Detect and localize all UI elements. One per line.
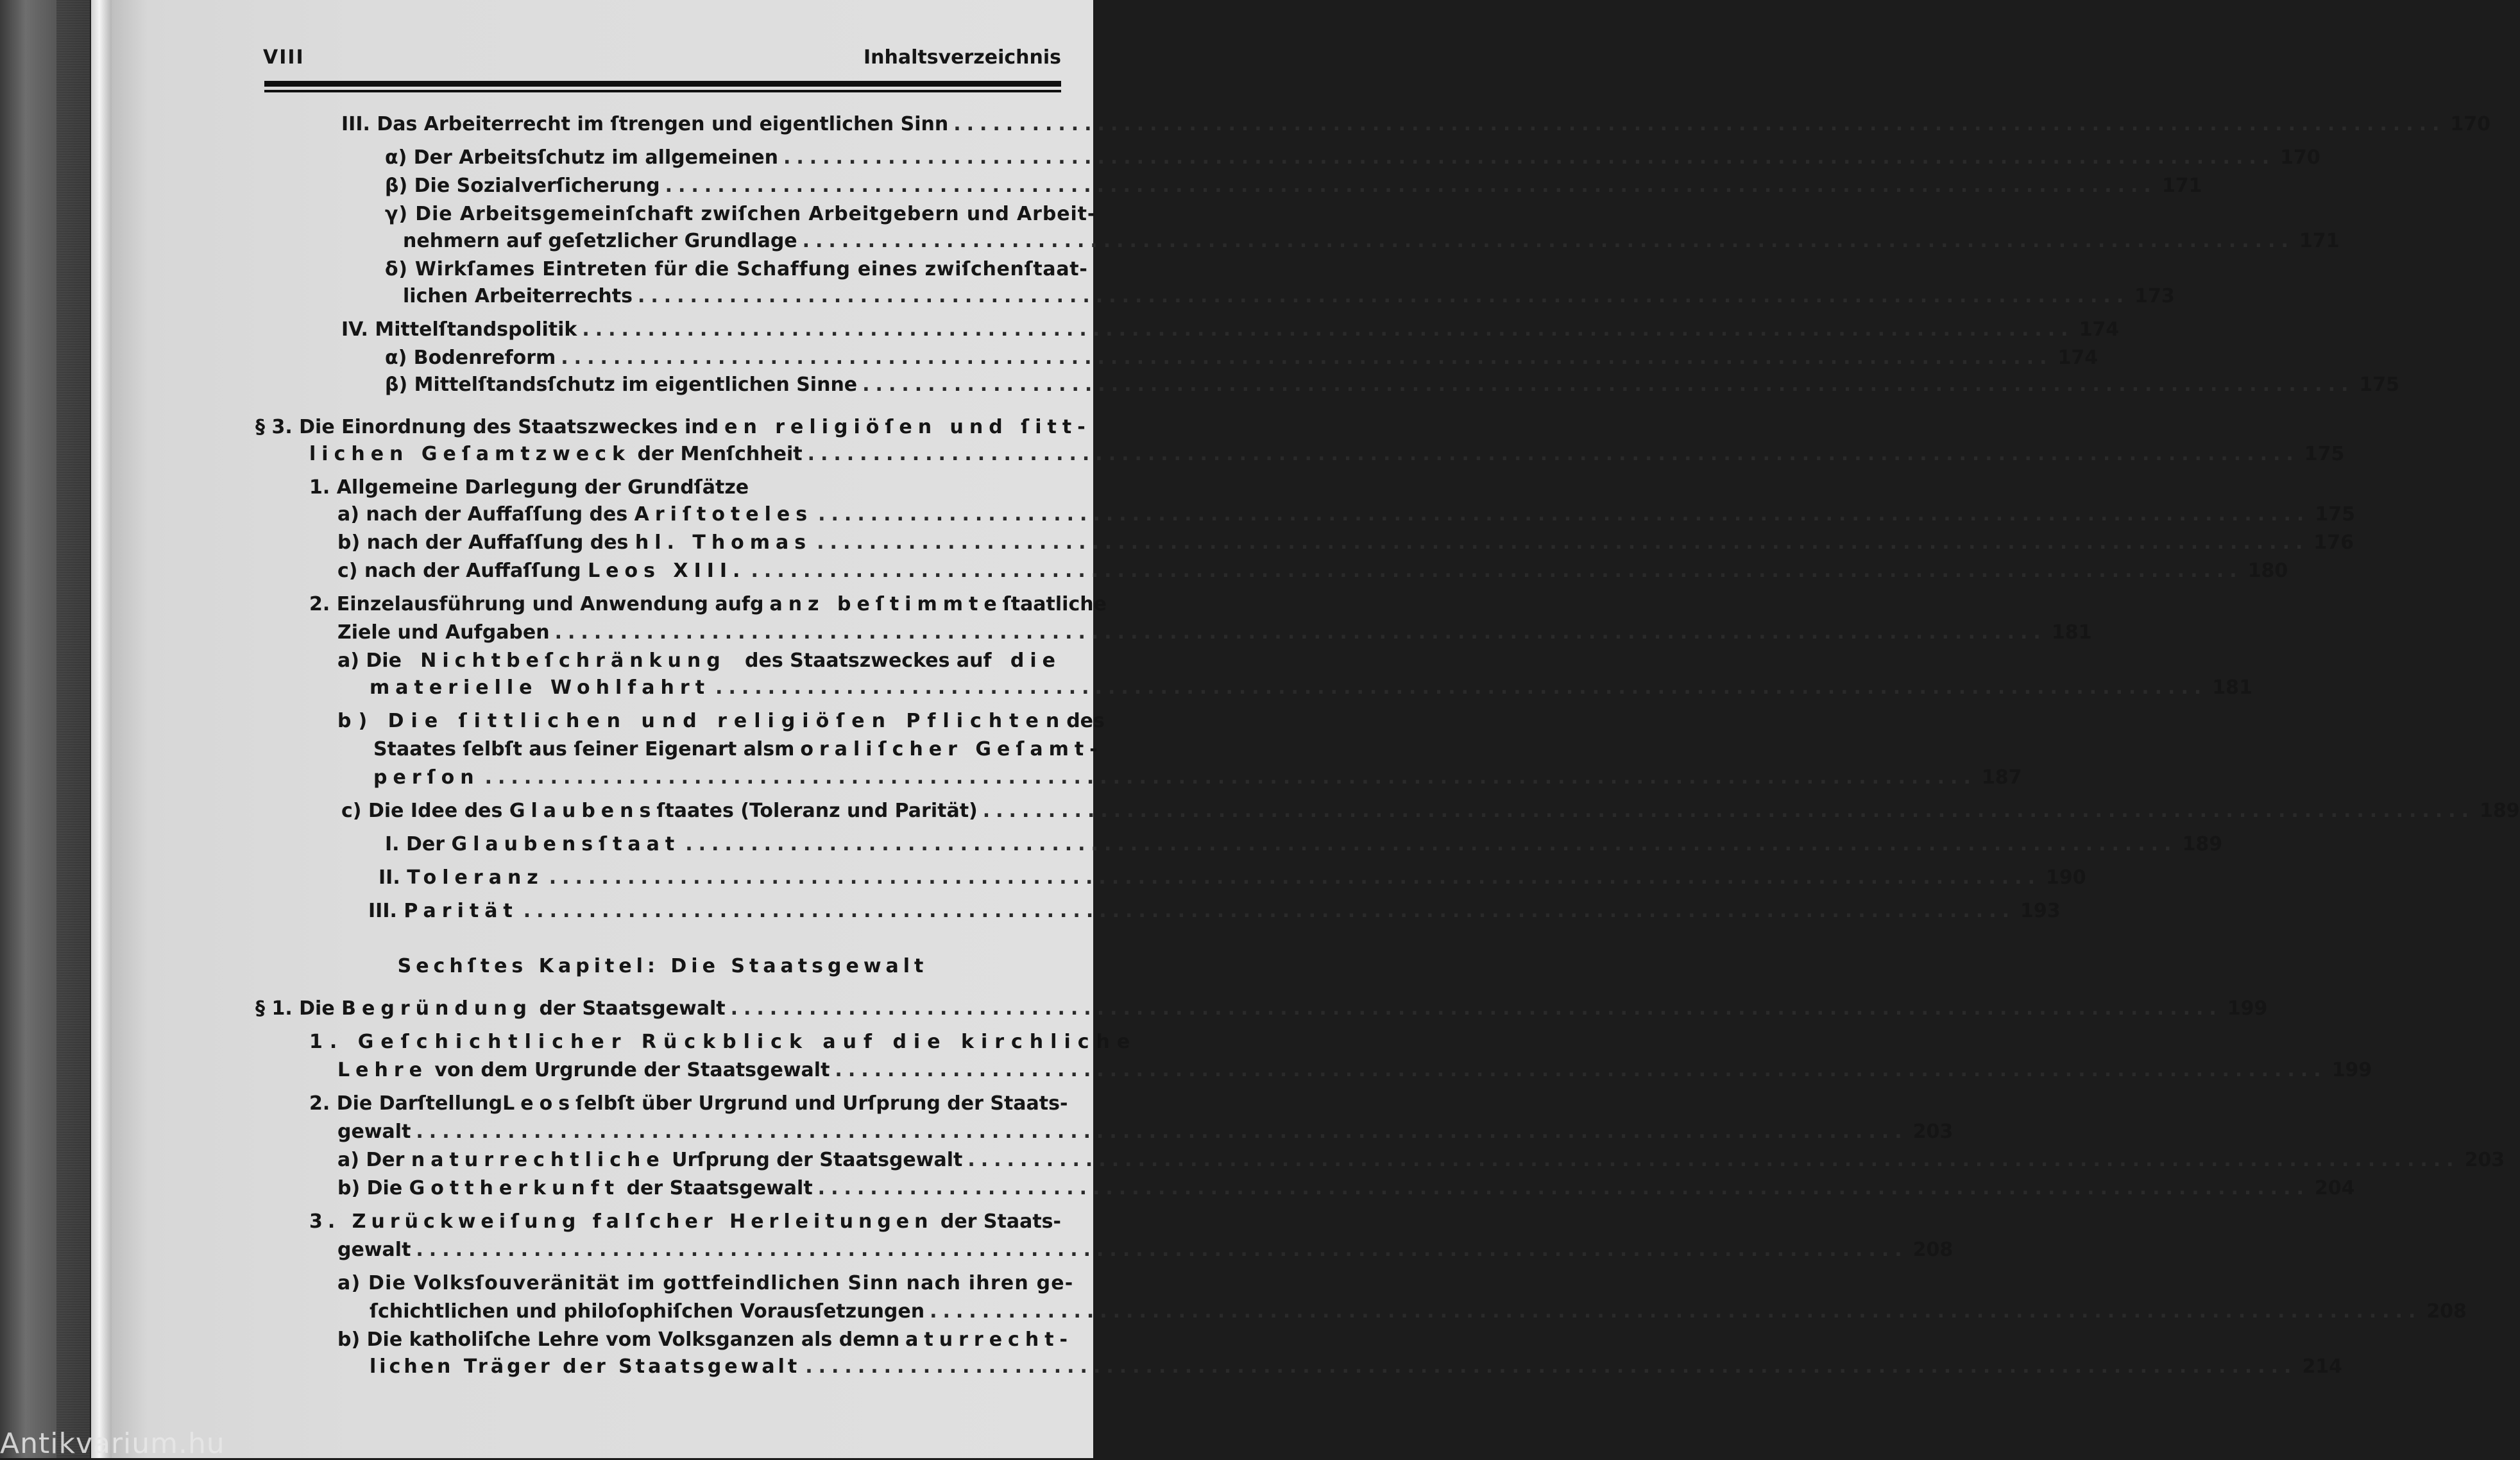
toc-entry: b) Die Gottherkunft der Staatsgewalt .................................................................................................................. 204	[337, 1177, 2355, 1199]
toc-entry: III. Das Arbeiterrecht im ſtrengen und eigentlichen Sinn .................................................................................................................. 170	[341, 113, 2491, 135]
page-ref: 174	[2079, 318, 2120, 341]
page-ref: 174	[2057, 347, 2099, 369]
header-rule-thin	[264, 90, 1061, 92]
toc-entry: Lehre von dem Urgrunde der Staatsgewalt .................................................................................................................. 199	[337, 1059, 2372, 1081]
page-ref: 187	[1981, 766, 2022, 789]
toc-entry: lichen Geſamtzweck der Menſchheit .................................................................................................................. 175	[309, 443, 2345, 465]
page-ref: 199	[2227, 997, 2268, 1020]
page-ref: 175	[2315, 503, 2355, 526]
toc-entry: a) nach der Auffaſſung des Ariſtoteles .................................................................................................................. 175	[337, 503, 2355, 526]
page-ref: 203	[2464, 1149, 2505, 1171]
page-ref: 204	[2314, 1177, 2355, 1199]
toc-entry: II. Toleranz .................................................................................................................. 190	[379, 866, 2086, 889]
page-ref: 171	[2161, 175, 2202, 197]
page-ref: 171	[2299, 230, 2340, 252]
page-ref: 199	[2331, 1059, 2372, 1081]
toc-entry: β) Die Sozialverſicherung .................................................................................................................. 171	[385, 175, 2202, 197]
page-ref: 208	[2426, 1300, 2467, 1323]
page-ref: 175	[2359, 374, 2399, 396]
toc-entry: lichen Arbeiterrechts .................................................................................................................. 173	[403, 285, 2175, 307]
toc-entry: δ) Wirkſames Eintreten für die Schaffung eines zwiſchenſtaat-	[385, 258, 1088, 280]
page-ref: 189	[2479, 800, 2520, 822]
toc-entry: I. Der Glaubensſtaat .................................................................................................................. 189	[385, 833, 2223, 855]
toc-entry: α) Bodenreform .................................................................................................................. 174	[385, 347, 2099, 369]
page-ref: 170	[2280, 146, 2320, 169]
running-title: Inhaltsverzeichnis	[863, 46, 1061, 69]
toc-entry: Ziele und Aufgaben .................................................................................................................. 181	[337, 621, 2092, 644]
toc-entry: § 3. Die Einordnung des Staatszweckes in den religiöſen und ſitt-	[255, 416, 1091, 438]
watermark: Antikvarium.hu	[0, 1427, 225, 1460]
page-ref: 208	[1912, 1239, 1954, 1261]
page-ref: 203	[1912, 1121, 1954, 1143]
toc-entry: 1. Geſchichtlicher Rückblick auf die kirchliche	[309, 1031, 1137, 1053]
page-ref: 180	[2247, 560, 2288, 582]
toc-entry: 2. Einzelausführung und Anwendung auf ganz beſtimmte ſtaatliche	[309, 593, 1107, 615]
toc-entry: b) Die ſittlichen und religiöſen Pflichten des	[337, 710, 1105, 732]
toc-entry: III. Parität .................................................................................................................. 193	[368, 900, 2061, 922]
toc-entry: c) nach der Auffaſſung Leos XIII. .................................................................................................................. 180	[337, 560, 2288, 582]
page-number: VIII	[263, 46, 305, 69]
page-edge	[91, 0, 112, 1458]
toc-entry: lichen Träger der Staatsgewalt .................................................................................................................. 214	[370, 1355, 2343, 1378]
page-ref: 176	[2313, 531, 2354, 554]
page-ref: 193	[2020, 900, 2061, 922]
toc-entry: § 1. Die Begründung der Staatsgewalt .................................................................................................................. 199	[255, 997, 2268, 1020]
toc-entry: gewalt .................................................................................................................. 208	[337, 1239, 1954, 1261]
toc-entry: perſon .................................................................................................................. 187	[373, 766, 2022, 789]
toc-entry: Staates ſelbſt aus ſeiner Eigenart als moraliſcher Geſamt-	[373, 738, 1103, 760]
toc-entry: c) Die Idee des Glaubens ſtaates (Toleranz und Parität) .................................................................................................................. 189	[341, 800, 2520, 822]
page-ref: 181	[2051, 621, 2092, 644]
page-ref: 214	[2302, 1355, 2343, 1378]
page-ref: 170	[2450, 113, 2491, 135]
toc-entry: 1. Allgemeine Darlegung der Grundſätze	[309, 476, 749, 499]
toc-entry: ſchichtlichen und philoſophiſchen Vorausſetzungen .................................................................................................................. 208	[370, 1300, 2467, 1323]
page-ref: 181	[2212, 676, 2252, 699]
page-ref: 189	[2182, 833, 2223, 855]
toc-entry: 3. Zurückweiſung falſcher Herleitungen der Staats-	[309, 1210, 1061, 1233]
toc-entry: α) Der Arbeitsſchutz im allgemeinen .................................................................................................................. 170	[385, 146, 2320, 169]
page-ref: 173	[2134, 285, 2175, 307]
toc-entry: b) nach der Auffaſſung des hl. Thomas .................................................................................................................. 176	[337, 531, 2354, 554]
header-rule-thick	[264, 81, 1061, 87]
chapter-heading: Sechſtes Kapitel: Die Staatsgewalt	[397, 955, 928, 977]
page-ref: 190	[2045, 866, 2086, 889]
toc-entry: gewalt .................................................................................................................. 203	[337, 1121, 1954, 1143]
toc-entry: nehmern auf geſetzlicher Grundlage .................................................................................................................. 171	[403, 230, 2340, 252]
toc-entry: materielle Wohlfahrt .................................................................................................................. 181	[370, 676, 2252, 699]
toc-entry: γ) Die Arbeitsgemeinſchaft zwiſchen Arbeitgebern und Arbeit-	[385, 203, 1096, 225]
toc-entry: IV. Mittelſtandspolitik .................................................................................................................. 174	[341, 318, 2120, 341]
toc-entry: a) Die Nichtbeſchränkung des Staatszweckes auf die	[337, 649, 1061, 672]
toc-entry: b) Die katholiſche Lehre vom Volksganzen als dem naturrecht-	[337, 1328, 1073, 1351]
page-ref: 175	[2304, 443, 2345, 465]
toc-entry: β) Mittelſtandsſchutz im eigentlichen Sinne .................................................................................................................. 175	[385, 374, 2399, 396]
toc-entry: 2. Die Darſtellung Leos ſelbſt über Urgrund und Urſprung der Staats-	[309, 1092, 1068, 1115]
toc-entry: a) Der naturrechtliche Urſprung der Staatsgewalt .................................................................................................................. 203	[337, 1149, 2505, 1171]
toc-entry: a) Die Volksſouveränität im gottfeindlichen Sinn nach ihren ge-	[337, 1272, 1074, 1294]
spine-binding	[56, 0, 90, 1458]
